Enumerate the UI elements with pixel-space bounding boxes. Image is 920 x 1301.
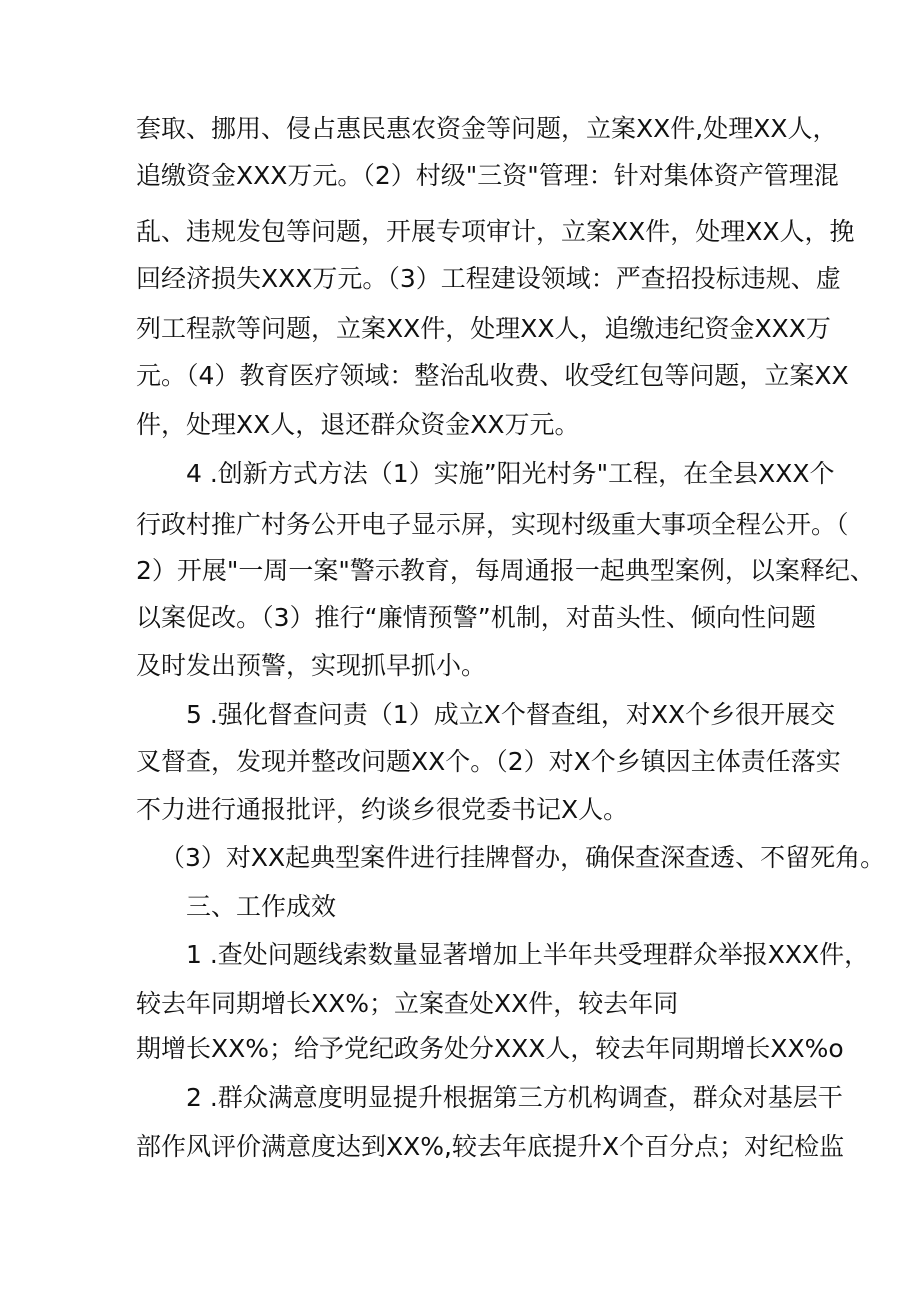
paragraph-line-6: 元。（4）教育医疗领域：整治乱收费、收受红包等问题，立案XX	[136, 361, 849, 390]
paragraph-line-1: 套取、挪用、侵占惠民惠农资金等问题，立案XX件,处理XX人，	[136, 114, 838, 143]
paragraph-line-16: （3）对XX起典型案件进行挂牌督办，确保查深查透、不留死角。	[160, 843, 886, 872]
paragraph-line-15: 不力进行通报批评，约谈乡很党委书记X人。	[136, 795, 629, 824]
paragraph-line-22: 部作风评价满意度达到XX%,较去年底提升X个百分点；对纪检监	[136, 1132, 845, 1161]
section-heading-4: 4 .创新方式方法（1）实施”阳光村务"工程，在全县XXX个	[186, 459, 835, 488]
result-heading-2: 2 .群众满意度明显提升根据第三方机构调查，群众对基层干	[186, 1083, 843, 1112]
paragraph-line-11: 以案促改。（3）推行“廉情预警”机制，对苗头性、倾向性问题	[136, 603, 816, 632]
paragraph-line-19: 较去年同期增长XX%；立案查处XX件，较去年同	[136, 989, 679, 1018]
paragraph-line-5: 列工程款等问题，立案XX件，处理XX人，追缴违纪资金XXX万	[136, 314, 831, 343]
section-heading-5: 5 .强化督查问责（1）成立X个督查组，对XX个乡很开展交	[186, 700, 836, 729]
paragraph-line-3: 乱、违规发包等问题，开展专项审计，立案XX件，处理XX人，挽	[136, 217, 855, 246]
paragraph-line-12: 及时发出预警，实现抓早抓小。	[136, 651, 487, 680]
paragraph-line-2: 追缴资金XXX万元。（2）村级"三资"管理：针对集体资产管理混	[136, 161, 839, 190]
paragraph-line-7: 件，处理XX人，退还群众资金XX万元。	[136, 410, 580, 439]
paragraph-line-14: 叉督查，发现并整改问题XX个。（2）对X个乡镇因主体责任落实	[136, 747, 841, 776]
paragraph-line-4: 回经济损失XXX万元。（3）工程建设领域：严查招投标违规、虚	[136, 264, 841, 293]
paragraph-line-20: 期增长XX%；给予党纪政务处分XXX人，较去年同期增长XX%o	[136, 1034, 844, 1063]
result-heading-1: 1 .查处问题线索数量显著增加上半年共受理群众举报XXX件，	[186, 940, 870, 969]
paragraph-line-10: 2）开展"一周一案"警示教育，每周通报一起典型案例，以案释纪、	[136, 556, 875, 585]
paragraph-line-9: 行政村推广村务公开电子显示屏，实现村级重大事项全程公开。（	[136, 510, 849, 539]
section-title: 三、工作成效	[186, 892, 337, 921]
